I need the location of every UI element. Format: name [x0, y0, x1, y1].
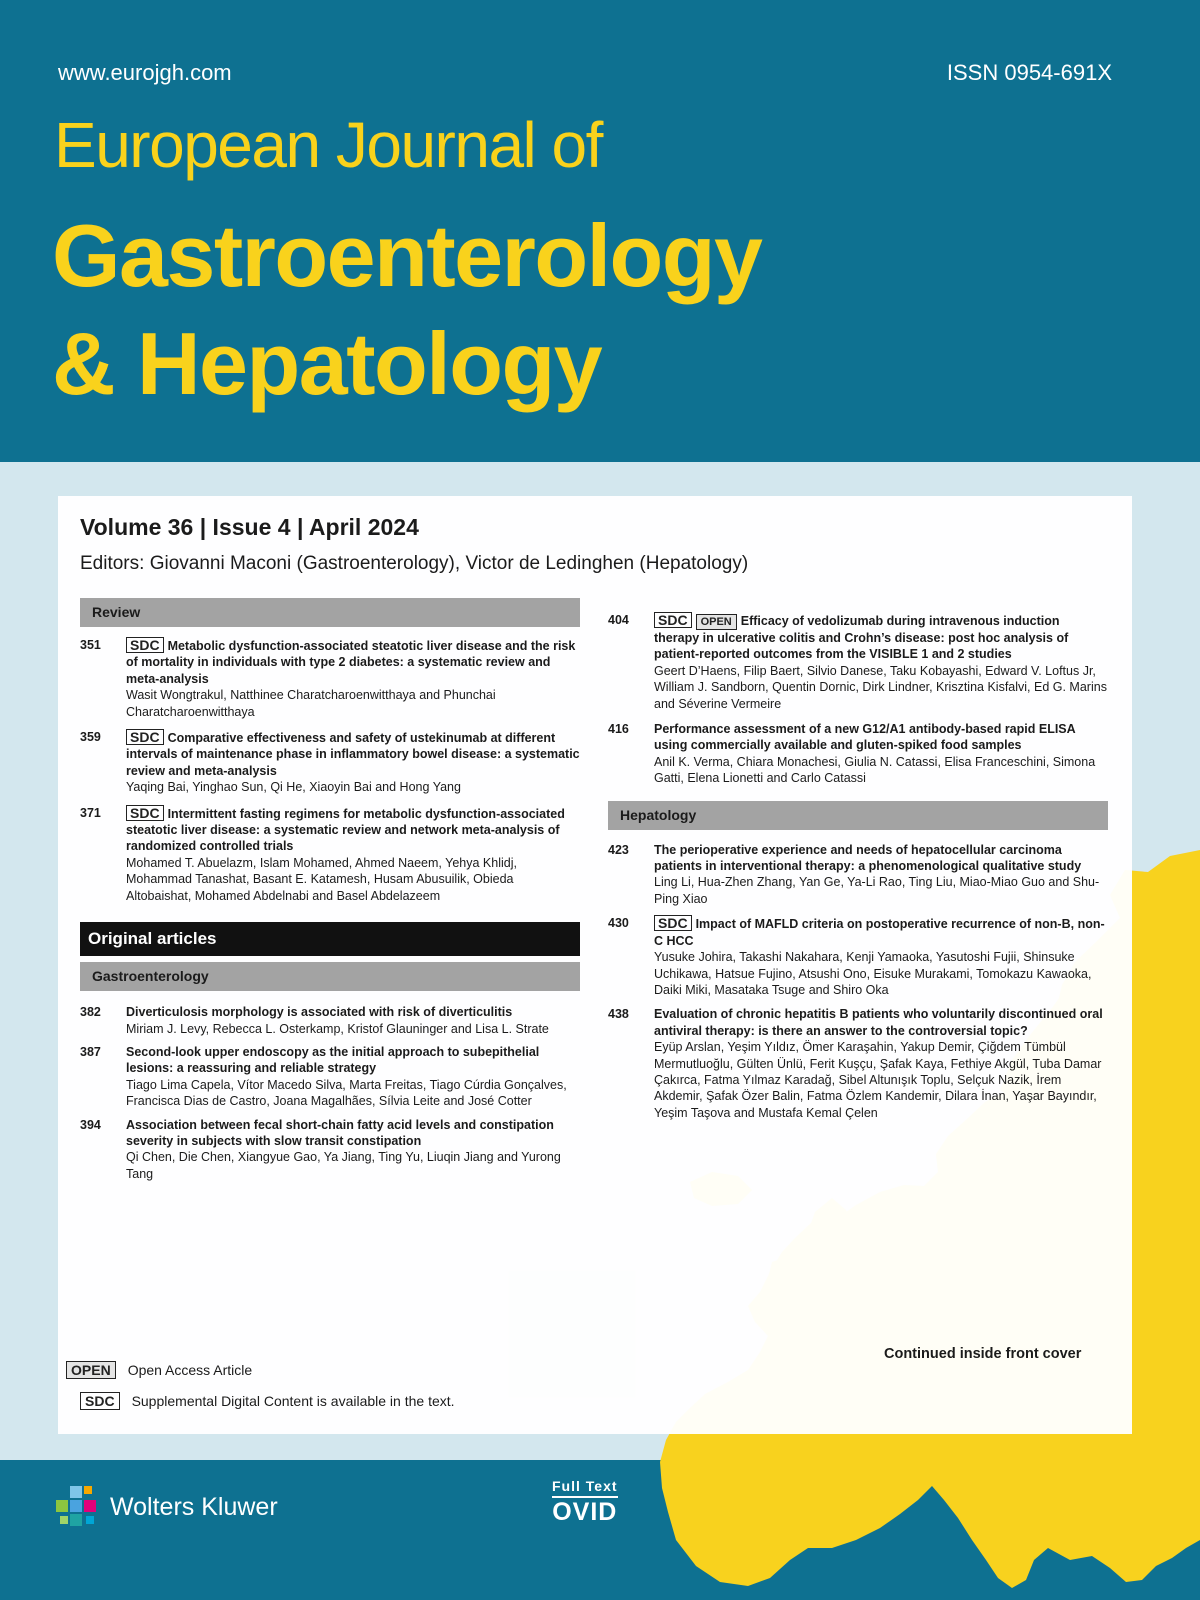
- article-body: [126, 729, 580, 796]
- article-page-number: 382: [80, 1005, 101, 1020]
- article-title[interactable]: [126, 637, 580, 687]
- article-title[interactable]: [654, 842, 1108, 875]
- article-page-number: 438: [608, 1007, 629, 1022]
- sdc-badge: SDC: [80, 1392, 120, 1410]
- continued-note: Continued inside front cover: [884, 1346, 1082, 1362]
- article-page-number: 371: [80, 805, 101, 820]
- journal-title-line1: European Journal of: [54, 109, 602, 181]
- article-title[interactable]: [126, 1004, 580, 1020]
- sdc-badge: SDC: [126, 805, 164, 821]
- article-body: [654, 1006, 1108, 1121]
- sdc-badge: SDC: [654, 915, 692, 931]
- sdc-legend-text: Supplemental Digital Content is available in the text.: [131, 1393, 455, 1409]
- article-body: [126, 1117, 580, 1183]
- article-title[interactable]: [126, 805, 580, 855]
- article-title-text: Efficacy of vedolizumab during intravenous induction therapy in ulcerative colitis and Crohn’s disease: post hoc analysis of patient-reported outcomes from the VISIBLE 1 and 2 studies: [654, 614, 1069, 662]
- sdc-badge: SDC: [654, 612, 692, 628]
- publisher-logo[interactable]: [54, 1484, 278, 1530]
- article-page-number: 351: [80, 638, 101, 652]
- hepato-article-list: [608, 842, 1108, 1122]
- article-authors: Qi Chen, Die Chen, Xiangyue Gao, Ya Jiang, Ting Yu, Liuqin Jiang and Yurong Tang: [126, 1150, 561, 1181]
- article-entry[interactable]: [80, 1044, 580, 1110]
- open-badge: OPEN: [66, 1361, 116, 1379]
- article-body: [126, 637, 580, 720]
- review-article-list: [80, 637, 580, 904]
- article-title[interactable]: [126, 1117, 580, 1150]
- article-body: [126, 805, 580, 904]
- article-authors: Tiago Lima Capela, Vítor Macedo Silva, Marta Freitas, Tiago Cúrdia Gonçalves, Francisca Dias de Castro, Joana Magalhães, Sílvia Leite and José Cotter: [126, 1077, 567, 1109]
- ovid-logo[interactable]: [552, 1478, 618, 1527]
- wolters-kluwer-icon: [54, 1484, 100, 1530]
- publisher-name: Wolters Kluwer: [110, 1492, 278, 1521]
- left-column: [80, 598, 580, 1182]
- section-bar-original-articles: Original articles: [80, 922, 580, 956]
- article-title-text: Evaluation of chronic hepatitis B patients who voluntarily discontinued oral antiviral therapy: is there an answer to the controversial topic?: [654, 1007, 1103, 1038]
- article-title-text: Impact of MAFLD criteria on postoperative recurrence of non-B, non-C HCC: [654, 917, 1105, 948]
- gastro-article-list: [80, 1004, 580, 1182]
- legend: [66, 1361, 455, 1423]
- article-authors: Yusuke Johira, Takashi Nakahara, Kenji Yamaoka, Yasutoshi Fujii, Shinsuke Uchikawa, Hatsue Fujino, Atsushi Ono, Eisuke Murakami, Tomokazu Kawaoka, Daiki Miki, Masataka Tsuge and Shiro Oka: [654, 950, 1092, 997]
- article-title-text: Intermittent fasting regimens for metabolic dysfunction-associated steatotic liver disease: a systematic review and network meta-analysis of randomized controlled trials: [126, 806, 565, 854]
- right-column: [608, 612, 1108, 1121]
- open-legend-text: Open Access Article: [127, 1362, 253, 1378]
- article-title-text: Association between fecal short-chain fatty acid levels and constipation severity in subjects with slow transit constipation: [126, 1117, 554, 1148]
- article-entry[interactable]: [80, 1117, 580, 1183]
- legend-sdc-row: [80, 1392, 455, 1410]
- article-body: [654, 612, 1108, 712]
- legend-open-row: [66, 1361, 455, 1379]
- website-url[interactable]: www.eurojgh.com: [58, 60, 232, 85]
- article-body: [654, 721, 1108, 787]
- ovid-fulltext-label: Full Text: [552, 1478, 618, 1498]
- article-title-text: Comparative effectiveness and safety of ustekinumab at different intervals of maintenance phase in inflammatory bowel disease: a systematic review and meta-analysis: [126, 731, 580, 778]
- article-page-number: 394: [80, 1117, 101, 1132]
- article-page-number: 416: [608, 722, 629, 737]
- article-page-number: 430: [608, 916, 629, 931]
- article-entry[interactable]: [608, 721, 1108, 787]
- article-entry[interactable]: [608, 612, 1108, 712]
- article-title[interactable]: [654, 915, 1108, 949]
- article-entry[interactable]: [80, 637, 580, 720]
- article-entry[interactable]: [608, 842, 1108, 908]
- article-page-number: 404: [608, 613, 629, 627]
- sdc-badge: SDC: [126, 729, 164, 745]
- article-title-text: Metabolic dysfunction-associated steatotic liver disease and the risk of mortality in individuals with type 2 diabetes: a systematic review and meta-analysis: [126, 639, 576, 686]
- article-title-text: Diverticulosis morphology is associated with risk of diverticulitis: [126, 1005, 513, 1020]
- article-authors: Yaqing Bai, Yinghao Sun, Qi He, Xiaoyin Bai and Hong Yang: [126, 780, 461, 795]
- article-page-number: 423: [608, 842, 629, 857]
- article-authors: Eyüp Arslan, Yeşim Yıldız, Ömer Karaşahin, Yakup Demir, Çiğdem Tümbül Mermutluoğlu, Gülten Ünlü, Ferit Kuşçu, Şafak Kaya, Fethiye Akgül, Tuba Damar Çakırca, Fatma Yılmaz Karadağ, Sibel Altunışık Toplu, Selçuk Nazik, İrem Akdemir, Şafak Özer Balin, Fatma Özlem Kandemir, Dilara İnan, Yaşar Bayındır, Yeşim Taşova and Mustafa Kemal Çelen: [654, 1040, 1102, 1120]
- article-entry[interactable]: [80, 729, 580, 796]
- section-bar-hepatology: Hepatology: [608, 801, 1108, 830]
- sdc-badge: SDC: [126, 637, 164, 653]
- article-title[interactable]: [126, 1044, 580, 1077]
- article-title[interactable]: [126, 729, 580, 779]
- article-authors: Anil K. Verma, Chiara Monachesi, Giulia N. Catassi, Elisa Franceschini, Simona Gatti, Elena Lionetti and Carlo Catassi: [654, 754, 1096, 786]
- article-authors: Wasit Wongtrakul, Natthinee Charatcharoenwitthaya and Phunchai Charatcharoenwitthaya: [126, 688, 496, 719]
- article-entry[interactable]: [608, 915, 1108, 998]
- article-authors: Mohamed T. Abuelazm, Islam Mohamed, Ahmed Naeem, Yehya Khlidj, Mohammad Tanashat, Basant E. Katamesh, Husam Abusuilik, Obieda Altobaishat, Mohamed Abdelnabi and Basel Abdelazeem: [126, 855, 517, 903]
- article-title[interactable]: [654, 1006, 1108, 1039]
- article-body: [654, 842, 1108, 908]
- article-body: [126, 1044, 580, 1110]
- article-title-text: Second-look upper endoscopy as the initial approach to subepithelial lesions: a reassuring and reliable strategy: [126, 1044, 540, 1076]
- article-title[interactable]: [654, 721, 1108, 754]
- article-authors: Miriam J. Levy, Rebecca L. Osterkamp, Kristof Glauninger and Lisa L. Strate: [126, 1021, 549, 1036]
- open-badge: OPEN: [696, 614, 737, 630]
- article-entry[interactable]: [608, 1006, 1108, 1121]
- section-bar-review: Review: [80, 598, 580, 627]
- journal-title-hepatology: & Hepatology: [52, 314, 602, 413]
- article-page-number: 359: [80, 730, 101, 745]
- editors-line: Editors: Giovanni Maconi (Gastroenterology), Victor de Ledinghen (Hepatology): [80, 553, 749, 574]
- article-page-number: 387: [80, 1044, 101, 1059]
- article-body: [126, 1004, 580, 1037]
- article-entry[interactable]: [80, 805, 580, 904]
- volume-issue-line: Volume 36 | Issue 4 | April 2024: [80, 514, 419, 540]
- issn: ISSN 0954-691X: [946, 60, 1112, 85]
- article-authors: Ling Li, Hua-Zhen Zhang, Yan Ge, Ya-Li Rao, Ting Liu, Miao-Miao Guo and Shu-Ping Xiao: [654, 875, 1100, 906]
- article-title[interactable]: [654, 612, 1108, 663]
- section-bar-gastroenterology: Gastroenterology: [80, 962, 580, 991]
- article-body: [654, 915, 1108, 998]
- article-entry[interactable]: [80, 1004, 580, 1037]
- journal-title-gastroenterology: Gastroenterology: [52, 206, 762, 305]
- article-authors: Geert D’Haens, Filip Baert, Silvio Danese, Taku Kobayashi, Edward V. Loftus Jr, William J. Sandborn, Quentin Dornic, Dirk Lindner, Krisztina Kisfalvi, Ed G. Marins and Séverine Vermeire: [654, 663, 1107, 711]
- right-article-list: [608, 612, 1108, 787]
- ovid-label: OVID: [552, 1498, 618, 1526]
- article-title-text: Performance assessment of a new G12/A1 antibody-based rapid ELISA using commercially available and gluten-spiked food samples: [654, 722, 1076, 753]
- article-title-text: The perioperative experience and needs of hepatocellular carcinoma patients in interventional therapy: a phenomenological qualitative study: [654, 842, 1082, 874]
